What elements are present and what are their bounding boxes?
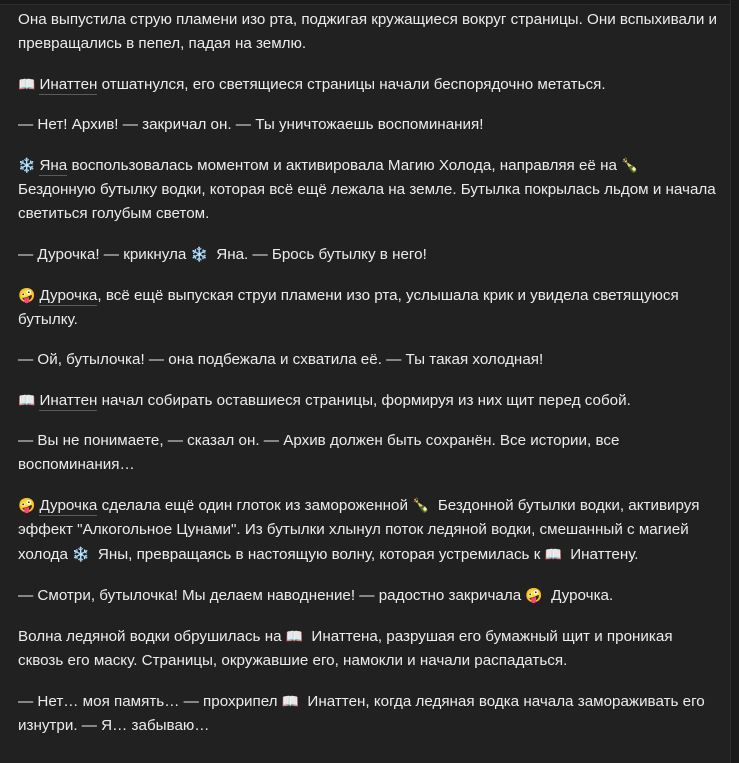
snowflake-icon: ❄️ xyxy=(190,246,209,262)
paragraph xyxy=(18,493,718,567)
paragraph-text: Волна ледяной водки обрушилась на xyxy=(18,628,286,645)
paragraph-text: Инаттен, когда ледяная водка начала замораживать его изнутри. — Я… забываю… xyxy=(18,693,705,734)
paragraph xyxy=(18,72,718,97)
book-icon: 📖 xyxy=(18,392,36,408)
paragraph-text: — Вы не понимаете, — сказал он. — Архив должен быть сохранён. Все истории, все воспоминания… xyxy=(18,432,620,473)
bottle-icon: 🍾 xyxy=(621,157,639,173)
paragraph xyxy=(18,8,718,56)
paragraph xyxy=(18,283,718,332)
top-divider xyxy=(0,0,739,5)
paragraph-text: — Дурочка! — крикнула xyxy=(18,246,191,263)
paragraph xyxy=(18,689,718,738)
paragraph-text: — Нет… моя память… — прохрипел xyxy=(18,693,282,710)
bottle-icon: 🍾 xyxy=(412,497,430,513)
character-mention-durochka[interactable]: Дурочка xyxy=(39,287,98,304)
paragraph-text: Бездонной бутылки водки, активируя эффект "Алкогольное Цунами". Из бутылки хлынул поток ледяной водки, смешанный с магией холода xyxy=(18,497,700,563)
paragraph-text: — Ой, бутылочка! — она подбежала и схватила её. — Ты такая холодная! xyxy=(18,351,544,368)
paragraph-text: — Нет! Архив! — закричал он. — Ты уничтожаешь воспоминания! xyxy=(18,116,484,133)
book-icon: 📖 xyxy=(544,546,562,562)
paragraph xyxy=(18,153,718,226)
story-text xyxy=(18,8,718,754)
character-mention-inatten[interactable]: Инаттен xyxy=(39,392,98,409)
paragraph-text: Бездонную бутылку водки, которая всё ещё лежала на земле. Бутылка покрылась льдом и начала светиться голубым светом. xyxy=(18,181,716,222)
character-mention-durochka[interactable]: Дурочка xyxy=(39,497,98,514)
paragraph-text: — Смотри, бутылочка! Мы делаем наводнение! — радостно закричала xyxy=(18,587,526,604)
paragraph-text: воспользовалась моментом и активировала Магию Холода, направляя её на xyxy=(67,157,622,174)
snowflake-icon: ❄️ xyxy=(72,546,90,562)
paragraph-text: Она выпустила струю пламени изо рта, поджигая кружащиеся вокруг страницы. Они вспыхивали и превращались в пепел, падая на землю. xyxy=(18,11,718,52)
paragraph-text: Инаттену. xyxy=(566,546,639,563)
book-icon: 📖 xyxy=(285,628,304,644)
paragraph-text: , всё ещё выпуская струи пламени изо рта, услышала крик и увидела светящуюся бутылку. xyxy=(18,287,679,328)
paragraph-text: Яна. — Брось бутылку в него! xyxy=(212,246,427,263)
paragraph-text: Инаттена, разрушая его бумажный щит и проникая сквозь его маску. Страницы, окружавшие его, намокли и начали распадаться. xyxy=(18,628,673,669)
paragraph xyxy=(18,429,648,477)
book-icon: 📖 xyxy=(18,76,36,92)
zany-face-icon: 🤪 xyxy=(18,287,36,303)
paragraph-text: отшатнулся, его светящиеся страницы начали беспорядочно метаться. xyxy=(97,76,606,93)
paragraph xyxy=(18,348,718,372)
paragraph-text: Дурочка. xyxy=(546,587,614,604)
paragraph xyxy=(18,583,718,608)
paragraph xyxy=(18,242,718,267)
zany-face-icon: 🤪 xyxy=(525,587,543,603)
paragraph-text: Яны, превращаясь в настоящую волну, которая устремилась к xyxy=(93,546,545,563)
paragraph-text: сделала ещё один глоток из замороженной xyxy=(97,497,413,514)
paragraph xyxy=(18,113,718,137)
character-mention-inatten[interactable]: Инаттен xyxy=(39,76,98,93)
paragraph xyxy=(18,388,718,413)
scrollbar[interactable] xyxy=(730,0,739,763)
zany-face-icon: 🤪 xyxy=(18,497,36,513)
book-icon: 📖 xyxy=(281,693,300,709)
snowflake-icon: ❄️ xyxy=(18,157,36,173)
character-mention-yana[interactable]: Яна xyxy=(39,157,68,174)
paragraph-text: начал собирать оставшиеся страницы, формируя из них щит перед собой. xyxy=(97,392,631,409)
paragraph xyxy=(18,624,718,673)
